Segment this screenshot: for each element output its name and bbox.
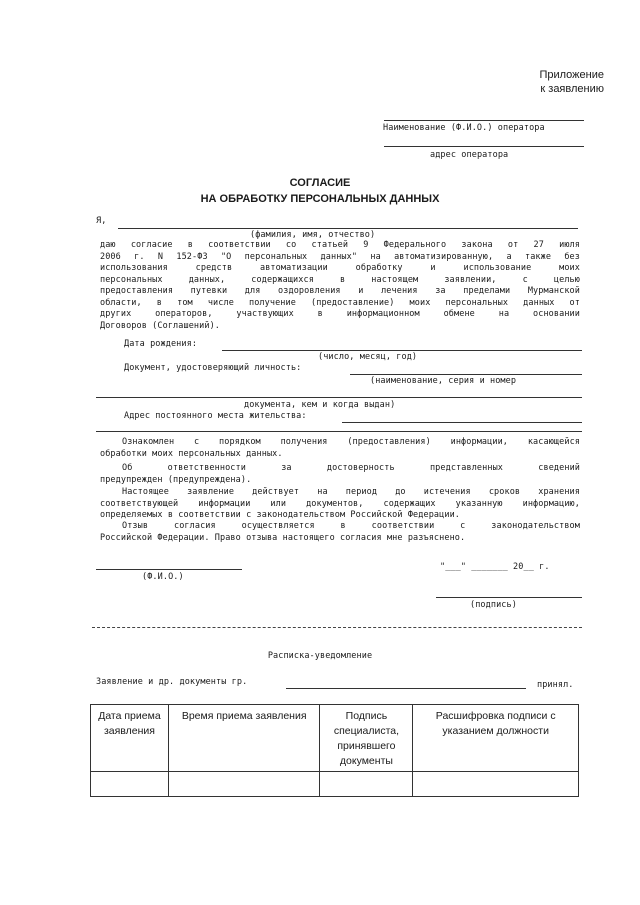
birth-line[interactable]	[222, 350, 582, 351]
validity-line: соответствующей информации или документов, содержащих указанную информацию,	[100, 498, 580, 509]
validity-line: определяемых в соответствии с законодательством Российской Федерации.	[100, 510, 461, 520]
address-label: Адрес постоянного места жительства:	[124, 411, 307, 421]
acquainted-paragraph	[100, 437, 580, 460]
consent-line: даю согласие в соответствии со статьей 9 Федерального закона от 27 июля	[100, 240, 580, 250]
withdraw-line: Российской Федерации. Право отзыва настоящего согласия мне разъяснено.	[100, 532, 466, 543]
fio-line[interactable]	[118, 228, 578, 229]
birth-hint: (число, месяц, год)	[318, 352, 418, 362]
receipt-title: Расписка-уведомление	[267, 651, 373, 661]
consent-paragraph	[100, 240, 580, 332]
address-line-2[interactable]	[96, 431, 582, 432]
operator-name-hint: Наименование (Ф.И.О.) оператора	[383, 123, 545, 133]
operator-name-line[interactable]	[384, 120, 584, 121]
document-title	[0, 175, 640, 207]
operator-address-hint: адрес оператора	[430, 150, 509, 160]
doc-hint-2: документа, кем и когда выдан)	[244, 400, 396, 410]
address-line[interactable]	[342, 422, 582, 423]
doc-hint: (наименование, серия и номер	[370, 376, 517, 386]
receipt-accepted: принял.	[537, 680, 574, 690]
consent-line: предоставления путевки для оздоровления и лечения за пределами Мурманской	[100, 286, 580, 296]
column-header-signature: Подпись специалиста, принявшего документы	[320, 705, 413, 772]
appendix-label	[404, 68, 604, 96]
responsibility-line: Об ответственности за достоверность представленных сведений	[122, 463, 580, 473]
fio-hint: (фамилия, имя, отчество)	[250, 230, 376, 240]
responsibility-paragraph	[100, 463, 580, 486]
signature-hint: (подпись)	[470, 600, 517, 610]
table-row	[91, 772, 579, 797]
responsibility-line: предупрежден (предупреждена).	[100, 474, 252, 485]
consent-line: 2006 г. N 152-ФЗ "О персональных данных" на автоматизированную, а также без	[100, 251, 580, 262]
consent-line: других операторов, участвующих в информационном обмене на основании	[100, 309, 580, 319]
doc-line[interactable]	[350, 374, 582, 375]
operator-address-line[interactable]	[384, 146, 584, 147]
cell-signature[interactable]	[320, 772, 413, 797]
consent-line: персональных данных, содержащихся в настоящем заявлении, с целью	[100, 274, 580, 285]
cell-time[interactable]	[168, 772, 320, 797]
validity-line: Настоящее заявление действует на период до истечения сроков хранения	[122, 487, 580, 497]
signature-fio-line[interactable]	[96, 569, 242, 570]
receipt-name-line[interactable]	[286, 688, 526, 689]
withdraw-line: Отзыв согласия осуществляется в соответствии с законодательством	[122, 521, 580, 531]
cell-decoding[interactable]	[413, 772, 579, 797]
signature-date[interactable]: "___" _______ 20__ г.	[440, 562, 550, 572]
title-line2: НА ОБРАБОТКУ ПЕРСОНАЛЬНЫХ ДАННЫХ	[200, 193, 440, 205]
column-header-decoding: Расшифровка подписи с указанием должности	[413, 705, 579, 772]
column-header-date: Дата приема заявления	[91, 705, 169, 772]
birth-label: Дата рождения:	[124, 339, 198, 349]
receipt-table	[90, 704, 579, 797]
column-header-time: Время приема заявления	[168, 705, 320, 772]
validity-paragraph	[100, 487, 580, 522]
receipt-text: Заявление и др. документы гр.	[96, 677, 248, 687]
signature-line[interactable]	[436, 597, 582, 598]
signature-fio-hint: (Ф.И.О.)	[142, 572, 184, 582]
doc-label: Документ, удостоверяющий личность:	[124, 363, 302, 373]
consent-line: области, в том числе получение (предоставление) моих персональных данных от	[100, 297, 580, 308]
acquainted-line: Ознакомлен с порядком получения (предоставления) информации, касающейся	[122, 437, 580, 447]
receipt-table-header-row	[91, 705, 579, 772]
appendix-line2: к заявлению	[540, 83, 604, 95]
title-line1: СОГЛАСИЕ	[289, 177, 351, 189]
withdraw-paragraph	[100, 521, 580, 544]
acquainted-line: обработки моих персональных данных.	[100, 448, 283, 459]
cut-line	[92, 627, 582, 628]
consent-line: использования средств автоматизации обработку и использование моих	[100, 263, 580, 273]
consent-line: Договоров (Соглашений).	[100, 320, 221, 331]
cell-date[interactable]	[91, 772, 169, 797]
i-label: Я,	[96, 216, 107, 226]
appendix-line1: Приложение	[539, 69, 604, 81]
doc-line-2[interactable]	[96, 397, 582, 398]
